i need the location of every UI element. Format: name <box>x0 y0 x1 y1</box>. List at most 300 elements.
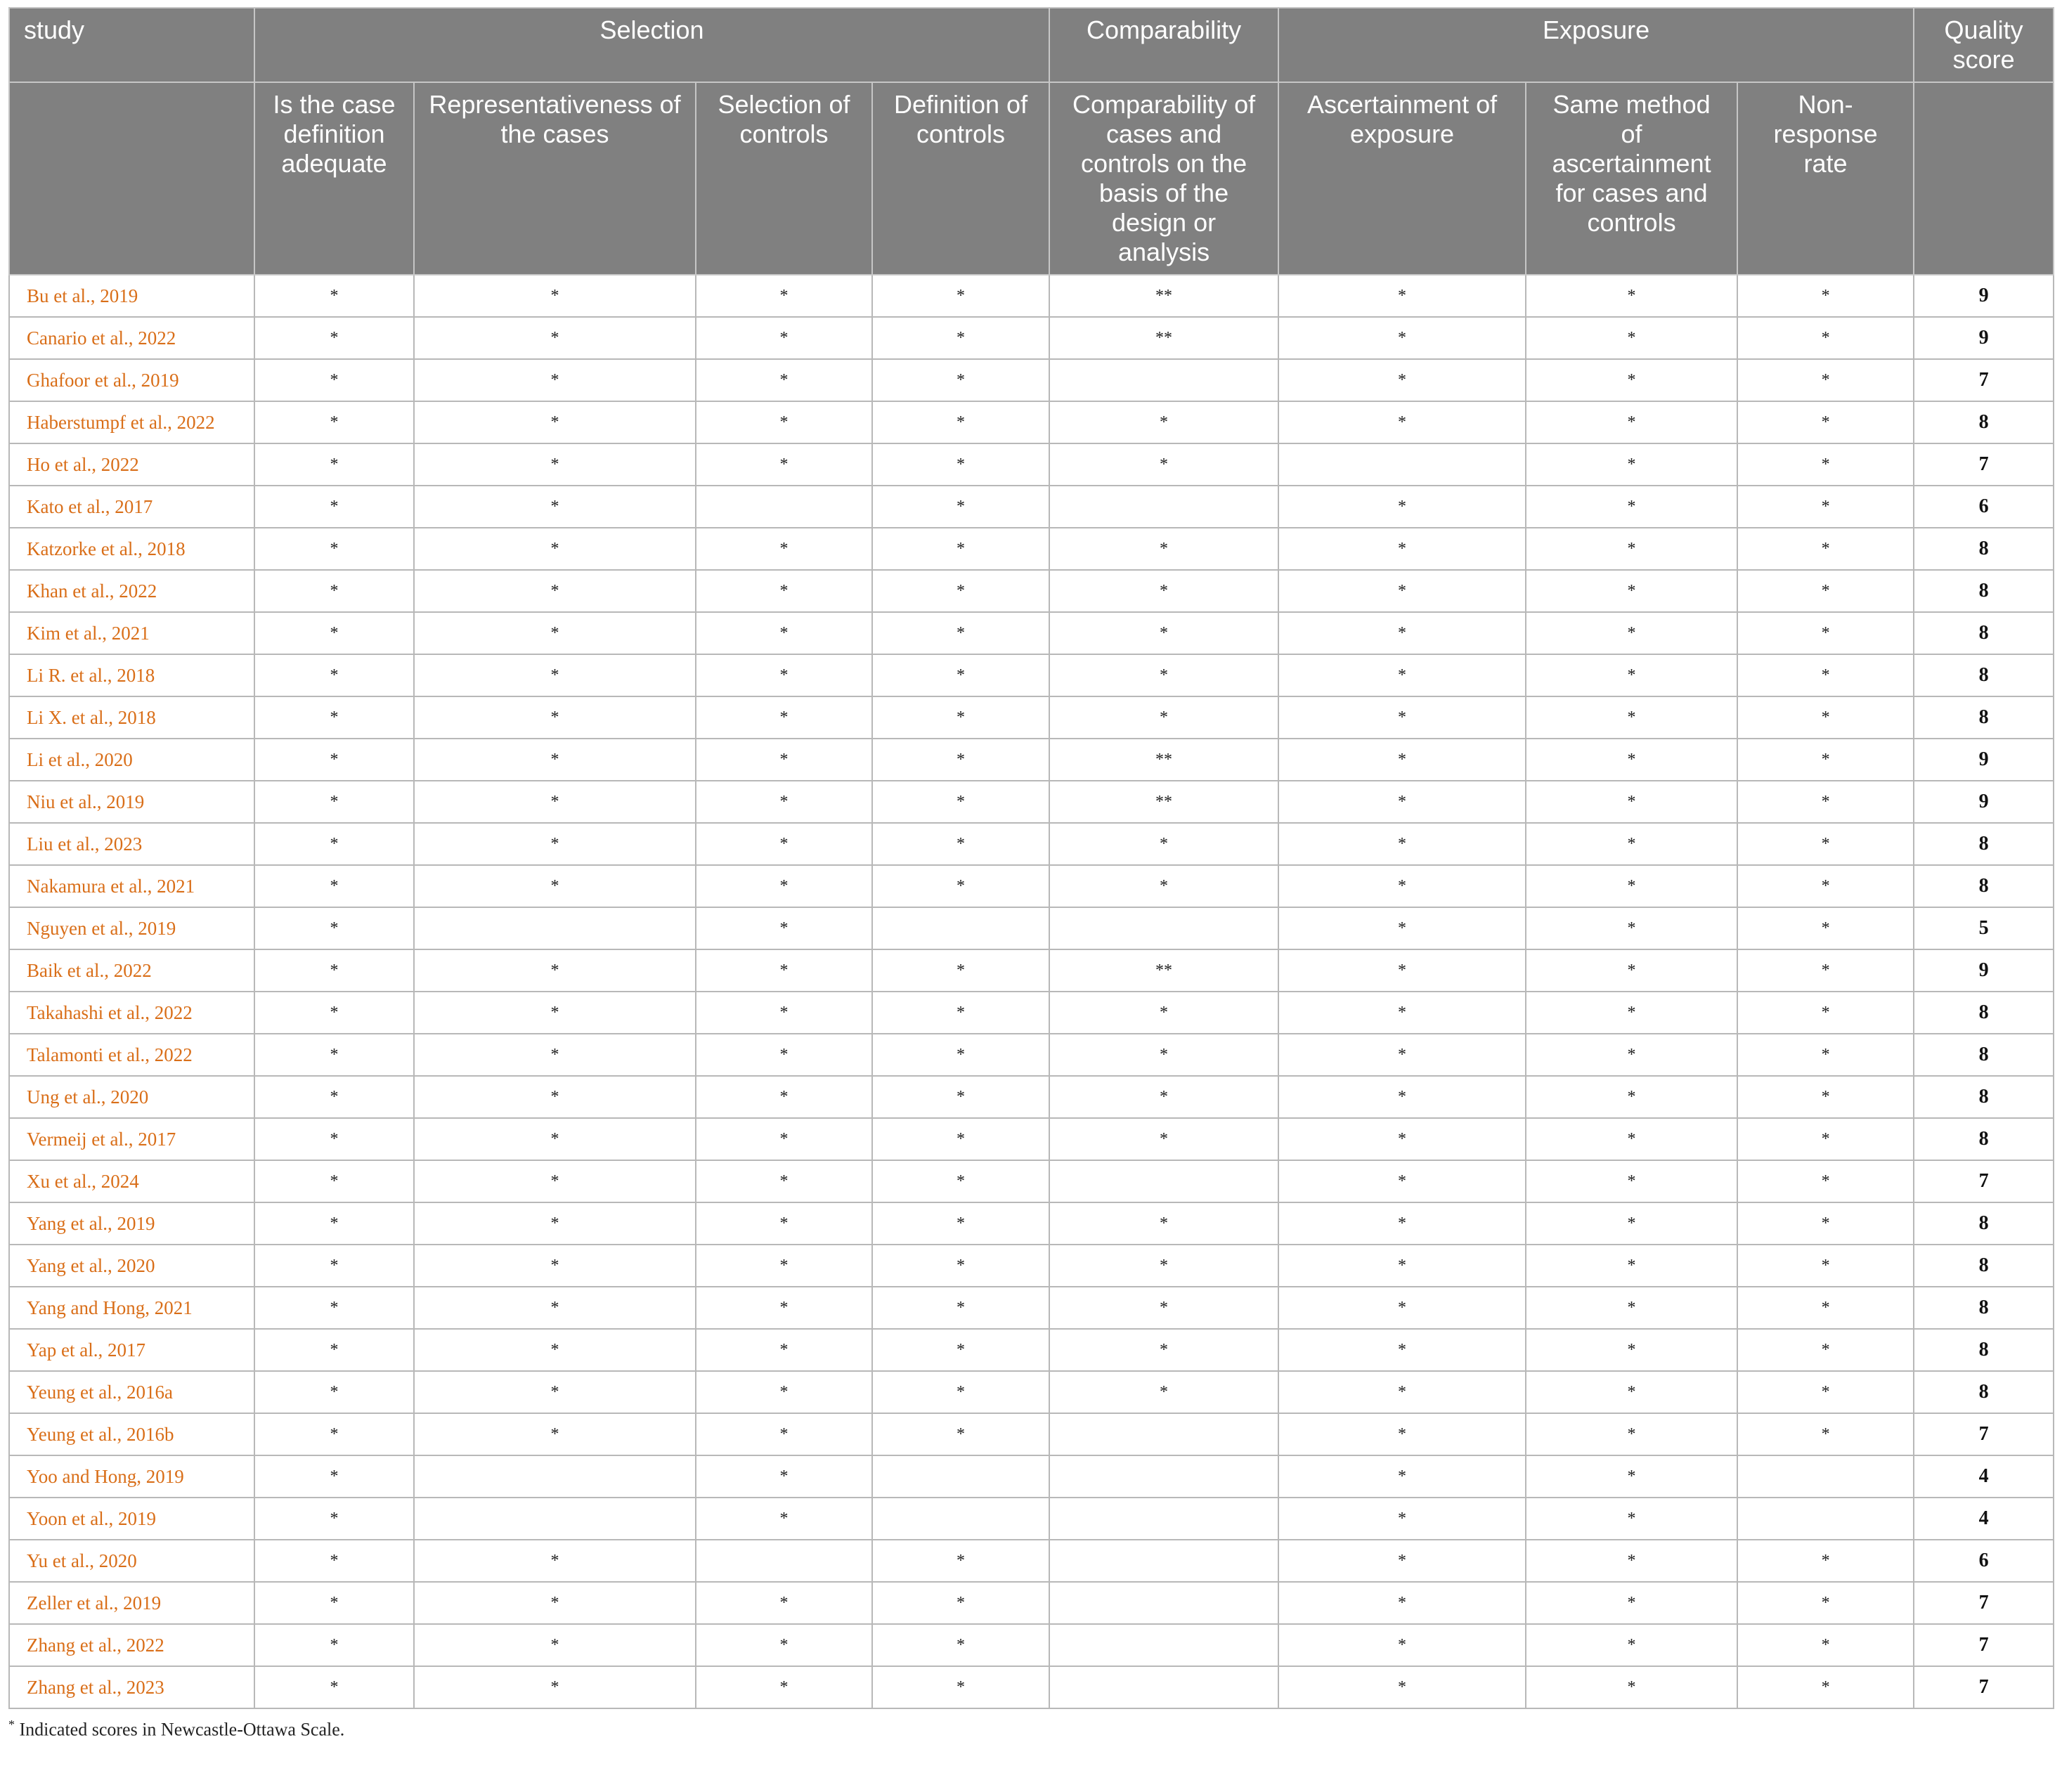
star-cell: * <box>872 1329 1049 1371</box>
table-row <box>9 1034 2054 1076</box>
star-cell: * <box>254 1371 414 1413</box>
star-cell: * <box>1737 612 1914 654</box>
star-cell: * <box>696 739 872 781</box>
table-row <box>9 401 2054 443</box>
quality-score-cell: 9 <box>1914 949 2054 992</box>
star-cell: * <box>696 401 872 443</box>
star-cell: * <box>1737 1413 1914 1455</box>
table-row <box>9 1371 2054 1413</box>
star-cell: * <box>1278 1160 1526 1202</box>
study-link[interactable]: Haberstumpf et al., 2022 <box>9 401 254 443</box>
star-cell <box>1049 1540 1278 1582</box>
star-cell: * <box>254 696 414 739</box>
footnote <box>8 1718 2053 1741</box>
quality-assessment-table <box>8 7 2054 1709</box>
star-cell: * <box>696 1329 872 1371</box>
study-link[interactable]: Ghafoor et al., 2019 <box>9 359 254 401</box>
study-link[interactable]: Kato et al., 2017 <box>9 486 254 528</box>
star-cell: * <box>254 443 414 486</box>
star-cell: * <box>872 1202 1049 1245</box>
star-cell: * <box>1526 1371 1737 1413</box>
quality-score-cell: 9 <box>1914 781 2054 823</box>
study-link[interactable]: Niu et al., 2019 <box>9 781 254 823</box>
header-comparability: Comparability <box>1049 8 1278 82</box>
star-cell <box>1737 1498 1914 1540</box>
study-link[interactable]: Li R. et al., 2018 <box>9 654 254 696</box>
study-link[interactable]: Nguyen et al., 2019 <box>9 907 254 949</box>
star-cell: * <box>872 865 1049 907</box>
star-cell: * <box>872 528 1049 570</box>
star-cell: * <box>872 1076 1049 1118</box>
star-cell: ** <box>1049 275 1278 317</box>
star-cell: * <box>1737 275 1914 317</box>
star-cell: * <box>1278 781 1526 823</box>
table-row <box>9 823 2054 865</box>
star-cell: * <box>1526 1202 1737 1245</box>
star-cell: * <box>872 781 1049 823</box>
quality-score-cell: 8 <box>1914 696 2054 739</box>
study-link[interactable]: Liu et al., 2023 <box>9 823 254 865</box>
star-cell: * <box>1526 359 1737 401</box>
star-cell: ** <box>1049 781 1278 823</box>
star-cell: * <box>696 1498 872 1540</box>
star-cell: * <box>254 654 414 696</box>
star-cell: * <box>254 1582 414 1624</box>
star-cell: * <box>414 992 696 1034</box>
star-cell: * <box>1526 654 1737 696</box>
table-row <box>9 1202 2054 1245</box>
study-link[interactable]: Xu et al., 2024 <box>9 1160 254 1202</box>
star-cell: ** <box>1049 317 1278 359</box>
star-cell: * <box>1526 1245 1737 1287</box>
quality-score-cell: 6 <box>1914 1540 2054 1582</box>
star-cell: * <box>1278 1371 1526 1413</box>
study-link[interactable]: Ho et al., 2022 <box>9 443 254 486</box>
quality-score-cell: 8 <box>1914 612 2054 654</box>
header-quality-score: Quality score <box>1914 8 2054 82</box>
star-cell: * <box>1278 949 1526 992</box>
star-cell: * <box>1526 486 1737 528</box>
study-link[interactable]: Canario et al., 2022 <box>9 317 254 359</box>
star-cell: * <box>1049 612 1278 654</box>
star-cell: * <box>254 1034 414 1076</box>
study-link[interactable]: Zeller et al., 2019 <box>9 1582 254 1624</box>
star-cell: * <box>254 612 414 654</box>
column-header-ascertainment: Ascertainment of exposure <box>1278 82 1526 275</box>
star-cell: * <box>872 949 1049 992</box>
star-cell: * <box>254 992 414 1034</box>
column-header-comparability: Comparability of cases and controls on the basis of the design or analysis <box>1049 82 1278 275</box>
star-cell: * <box>1737 1329 1914 1371</box>
star-cell: * <box>1049 865 1278 907</box>
star-cell: * <box>696 1582 872 1624</box>
star-cell: * <box>1737 1160 1914 1202</box>
star-cell: * <box>254 528 414 570</box>
quality-score-cell: 9 <box>1914 739 2054 781</box>
star-cell: * <box>1278 1455 1526 1498</box>
star-cell: * <box>254 865 414 907</box>
study-link[interactable]: Yang and Hong, 2021 <box>9 1287 254 1329</box>
header-selection: Selection <box>254 8 1049 82</box>
study-link[interactable]: Bu et al., 2019 <box>9 275 254 317</box>
star-cell: * <box>1526 823 1737 865</box>
star-cell: * <box>1526 1455 1737 1498</box>
star-cell: * <box>696 949 872 992</box>
quality-score-cell: 9 <box>1914 317 2054 359</box>
star-cell: * <box>1278 1076 1526 1118</box>
star-cell: * <box>414 486 696 528</box>
star-cell: * <box>1526 1624 1737 1666</box>
star-cell: * <box>696 1076 872 1118</box>
star-cell: * <box>1049 570 1278 612</box>
star-cell: * <box>414 781 696 823</box>
table-body <box>9 275 2054 1708</box>
star-cell: * <box>696 696 872 739</box>
star-cell: * <box>1737 739 1914 781</box>
star-cell: ** <box>1049 739 1278 781</box>
star-cell: * <box>254 570 414 612</box>
star-cell: * <box>872 1245 1049 1287</box>
star-cell: * <box>1526 992 1737 1034</box>
study-link[interactable]: Yu et al., 2020 <box>9 1540 254 1582</box>
star-cell: * <box>414 1202 696 1245</box>
star-cell: * <box>1526 865 1737 907</box>
star-cell: * <box>414 1371 696 1413</box>
study-link[interactable]: Katzorke et al., 2018 <box>9 528 254 570</box>
star-cell: * <box>872 1034 1049 1076</box>
star-cell: * <box>1526 1540 1737 1582</box>
star-cell: * <box>1278 486 1526 528</box>
star-cell: * <box>1526 739 1737 781</box>
star-cell: * <box>872 317 1049 359</box>
star-cell: * <box>696 275 872 317</box>
study-link[interactable]: Yeung et al., 2016b <box>9 1413 254 1455</box>
study-link[interactable]: Kim et al., 2021 <box>9 612 254 654</box>
star-cell <box>1049 1624 1278 1666</box>
star-cell: * <box>696 359 872 401</box>
quality-score-cell: 8 <box>1914 992 2054 1034</box>
star-cell: * <box>1278 317 1526 359</box>
column-header-case-definition: Is the case definition adequate <box>254 82 414 275</box>
star-cell: * <box>696 1413 872 1455</box>
study-link[interactable]: Yeung et al., 2016a <box>9 1371 254 1413</box>
star-cell <box>872 907 1049 949</box>
star-cell: * <box>414 654 696 696</box>
table-row <box>9 739 2054 781</box>
star-cell <box>696 486 872 528</box>
study-link[interactable]: Zhang et al., 2022 <box>9 1624 254 1666</box>
star-cell: * <box>1737 1118 1914 1160</box>
star-cell: * <box>872 1160 1049 1202</box>
table-row <box>9 1413 2054 1455</box>
star-cell: * <box>1737 1034 1914 1076</box>
quality-score-cell: 8 <box>1914 823 2054 865</box>
star-cell: * <box>414 1582 696 1624</box>
study-link[interactable]: Khan et al., 2022 <box>9 570 254 612</box>
star-cell: * <box>1049 1371 1278 1413</box>
table-row <box>9 907 2054 949</box>
star-cell: * <box>254 1287 414 1329</box>
star-cell: * <box>872 1287 1049 1329</box>
star-cell: * <box>1526 1034 1737 1076</box>
table-row <box>9 1160 2054 1202</box>
quality-score-cell: 8 <box>1914 1076 2054 1118</box>
star-cell: * <box>696 1624 872 1666</box>
column-header-selection-controls: Selection of controls <box>696 82 872 275</box>
star-cell: * <box>414 528 696 570</box>
star-cell: * <box>1278 865 1526 907</box>
quality-score-cell: 4 <box>1914 1498 2054 1540</box>
star-cell: * <box>1737 907 1914 949</box>
star-cell: * <box>696 1287 872 1329</box>
study-link[interactable]: Ung et al., 2020 <box>9 1076 254 1118</box>
star-cell: * <box>254 949 414 992</box>
star-cell: * <box>1526 1498 1737 1540</box>
star-cell <box>1049 1666 1278 1708</box>
star-cell: * <box>414 401 696 443</box>
star-cell: * <box>1737 401 1914 443</box>
star-cell: * <box>414 1076 696 1118</box>
star-cell: * <box>872 1371 1049 1413</box>
star-cell: * <box>696 317 872 359</box>
header-column-row <box>9 82 2054 275</box>
star-cell: * <box>696 1202 872 1245</box>
quality-score-cell: 8 <box>1914 570 2054 612</box>
star-cell: * <box>254 1329 414 1371</box>
table-row <box>9 992 2054 1034</box>
star-cell: * <box>1278 1034 1526 1076</box>
star-cell: * <box>1526 907 1737 949</box>
star-cell: * <box>254 359 414 401</box>
table-row <box>9 486 2054 528</box>
table-row <box>9 949 2054 992</box>
star-cell: * <box>1049 1245 1278 1287</box>
star-cell: * <box>872 1413 1049 1455</box>
star-cell: * <box>872 486 1049 528</box>
star-cell: * <box>414 1245 696 1287</box>
star-cell: * <box>1278 654 1526 696</box>
star-cell: * <box>1737 781 1914 823</box>
star-cell: * <box>1278 1202 1526 1245</box>
star-cell: ** <box>1049 949 1278 992</box>
study-link[interactable]: Yoo and Hong, 2019 <box>9 1455 254 1498</box>
star-cell: * <box>1049 1287 1278 1329</box>
star-cell <box>872 1498 1049 1540</box>
star-cell: * <box>1278 1287 1526 1329</box>
star-cell: * <box>1278 1540 1526 1582</box>
column-header-definition-controls: Definition of controls <box>872 82 1049 275</box>
star-cell <box>696 1540 872 1582</box>
star-cell: * <box>1278 696 1526 739</box>
star-cell <box>1049 1455 1278 1498</box>
quality-score-cell: 8 <box>1914 1245 2054 1287</box>
star-cell: * <box>254 1624 414 1666</box>
star-cell: * <box>1737 696 1914 739</box>
table-row <box>9 696 2054 739</box>
star-cell: * <box>1278 275 1526 317</box>
quality-score-cell: 8 <box>1914 1034 2054 1076</box>
table-row <box>9 1076 2054 1118</box>
star-cell: * <box>1526 1413 1737 1455</box>
star-cell: * <box>872 1666 1049 1708</box>
quality-score-cell: 7 <box>1914 1624 2054 1666</box>
star-cell: * <box>414 570 696 612</box>
star-cell: * <box>1049 1076 1278 1118</box>
table-row <box>9 1118 2054 1160</box>
star-cell: * <box>696 570 872 612</box>
star-cell: * <box>254 1245 414 1287</box>
star-cell: * <box>414 696 696 739</box>
study-link[interactable]: Li X. et al., 2018 <box>9 696 254 739</box>
column-header-score <box>1914 82 2054 275</box>
star-cell: * <box>1737 654 1914 696</box>
quality-score-cell: 7 <box>1914 1160 2054 1202</box>
star-cell <box>1049 1498 1278 1540</box>
study-link[interactable]: Yap et al., 2017 <box>9 1329 254 1371</box>
star-cell: * <box>1526 317 1737 359</box>
header-exposure: Exposure <box>1278 8 1914 82</box>
quality-score-cell: 8 <box>1914 528 2054 570</box>
study-link[interactable]: Yoon et al., 2019 <box>9 1498 254 1540</box>
table-row <box>9 1666 2054 1708</box>
quality-score-cell: 8 <box>1914 1287 2054 1329</box>
star-cell: * <box>872 359 1049 401</box>
quality-score-cell: 8 <box>1914 1118 2054 1160</box>
star-cell: * <box>254 781 414 823</box>
star-cell: * <box>696 907 872 949</box>
star-cell: * <box>414 739 696 781</box>
star-cell: * <box>1737 992 1914 1034</box>
star-cell: * <box>254 1160 414 1202</box>
star-cell: * <box>1278 612 1526 654</box>
star-cell: * <box>1737 1076 1914 1118</box>
table-header <box>9 8 2054 275</box>
star-cell: * <box>1737 359 1914 401</box>
table-row <box>9 1455 2054 1498</box>
star-cell: * <box>414 317 696 359</box>
star-cell: * <box>1278 1666 1526 1708</box>
column-header-study <box>9 82 254 275</box>
star-cell: * <box>1049 443 1278 486</box>
star-cell: * <box>1526 1666 1737 1708</box>
star-cell: * <box>872 654 1049 696</box>
star-cell: * <box>254 1076 414 1118</box>
star-cell: * <box>414 949 696 992</box>
star-cell: * <box>1278 1582 1526 1624</box>
star-cell: * <box>254 1455 414 1498</box>
table-row <box>9 359 2054 401</box>
star-cell: * <box>872 401 1049 443</box>
table-container <box>8 7 2053 1741</box>
star-cell: * <box>254 1540 414 1582</box>
column-header-same-method: Same method of ascertainment for cases and controls <box>1526 82 1737 275</box>
star-cell: * <box>696 443 872 486</box>
quality-score-cell: 7 <box>1914 1582 2054 1624</box>
star-cell: * <box>414 1624 696 1666</box>
star-cell: * <box>696 823 872 865</box>
star-cell: * <box>414 275 696 317</box>
header-group-row <box>9 8 2054 82</box>
star-cell: * <box>1049 654 1278 696</box>
study-link[interactable]: Vermeij et al., 2017 <box>9 1118 254 1160</box>
table-row <box>9 1329 2054 1371</box>
star-cell: * <box>1526 696 1737 739</box>
star-cell: * <box>1737 1202 1914 1245</box>
star-cell: * <box>872 823 1049 865</box>
star-cell: * <box>414 1413 696 1455</box>
study-link[interactable]: Li et al., 2020 <box>9 739 254 781</box>
star-cell <box>1278 443 1526 486</box>
star-cell: * <box>1526 1076 1737 1118</box>
star-cell: * <box>1737 823 1914 865</box>
star-cell: * <box>1049 1202 1278 1245</box>
table-row <box>9 570 2054 612</box>
quality-score-cell: 5 <box>1914 907 2054 949</box>
quality-score-cell: 7 <box>1914 1666 2054 1708</box>
table-row <box>9 1582 2054 1624</box>
star-cell: * <box>1737 1245 1914 1287</box>
star-cell: * <box>696 1666 872 1708</box>
star-cell: * <box>1526 1287 1737 1329</box>
star-cell: * <box>1278 1245 1526 1287</box>
table-row <box>9 612 2054 654</box>
quality-score-cell: 7 <box>1914 359 2054 401</box>
star-cell: * <box>254 1666 414 1708</box>
star-cell: * <box>1737 317 1914 359</box>
star-cell: * <box>1049 1118 1278 1160</box>
star-cell: * <box>1526 949 1737 992</box>
star-cell <box>414 1455 696 1498</box>
star-cell: * <box>1049 1034 1278 1076</box>
study-link[interactable]: Talamonti et al., 2022 <box>9 1034 254 1076</box>
star-cell: * <box>1278 823 1526 865</box>
star-cell: * <box>254 1118 414 1160</box>
column-header-representativeness: Representativeness of the cases <box>414 82 696 275</box>
star-cell: * <box>872 1624 1049 1666</box>
star-cell: * <box>1737 1540 1914 1582</box>
star-cell: * <box>254 486 414 528</box>
table-row <box>9 275 2054 317</box>
star-cell: * <box>1278 1498 1526 1540</box>
star-cell: * <box>1526 1160 1737 1202</box>
study-link[interactable]: Baik et al., 2022 <box>9 949 254 992</box>
footnote-text: Indicated scores in Newcastle-Ottawa Scale. <box>15 1719 345 1740</box>
study-link[interactable]: Zhang et al., 2023 <box>9 1666 254 1708</box>
quality-score-cell: 8 <box>1914 654 2054 696</box>
table-row <box>9 654 2054 696</box>
header-study: study <box>9 8 254 82</box>
star-cell: * <box>1049 1329 1278 1371</box>
star-cell <box>1049 1582 1278 1624</box>
star-cell: * <box>1278 570 1526 612</box>
footnote-marker: * <box>8 1718 15 1732</box>
study-link[interactable]: Yang et al., 2020 <box>9 1245 254 1287</box>
star-cell: * <box>414 865 696 907</box>
study-link[interactable]: Nakamura et al., 2021 <box>9 865 254 907</box>
star-cell <box>1049 486 1278 528</box>
star-cell: * <box>696 1371 872 1413</box>
study-link[interactable]: Takahashi et al., 2022 <box>9 992 254 1034</box>
study-link[interactable]: Yang et al., 2019 <box>9 1202 254 1245</box>
quality-score-cell: 9 <box>1914 275 2054 317</box>
star-cell <box>1049 1413 1278 1455</box>
star-cell: * <box>1737 443 1914 486</box>
star-cell: * <box>872 612 1049 654</box>
star-cell: * <box>414 1118 696 1160</box>
star-cell: * <box>696 528 872 570</box>
star-cell: * <box>696 781 872 823</box>
star-cell: * <box>1278 1118 1526 1160</box>
